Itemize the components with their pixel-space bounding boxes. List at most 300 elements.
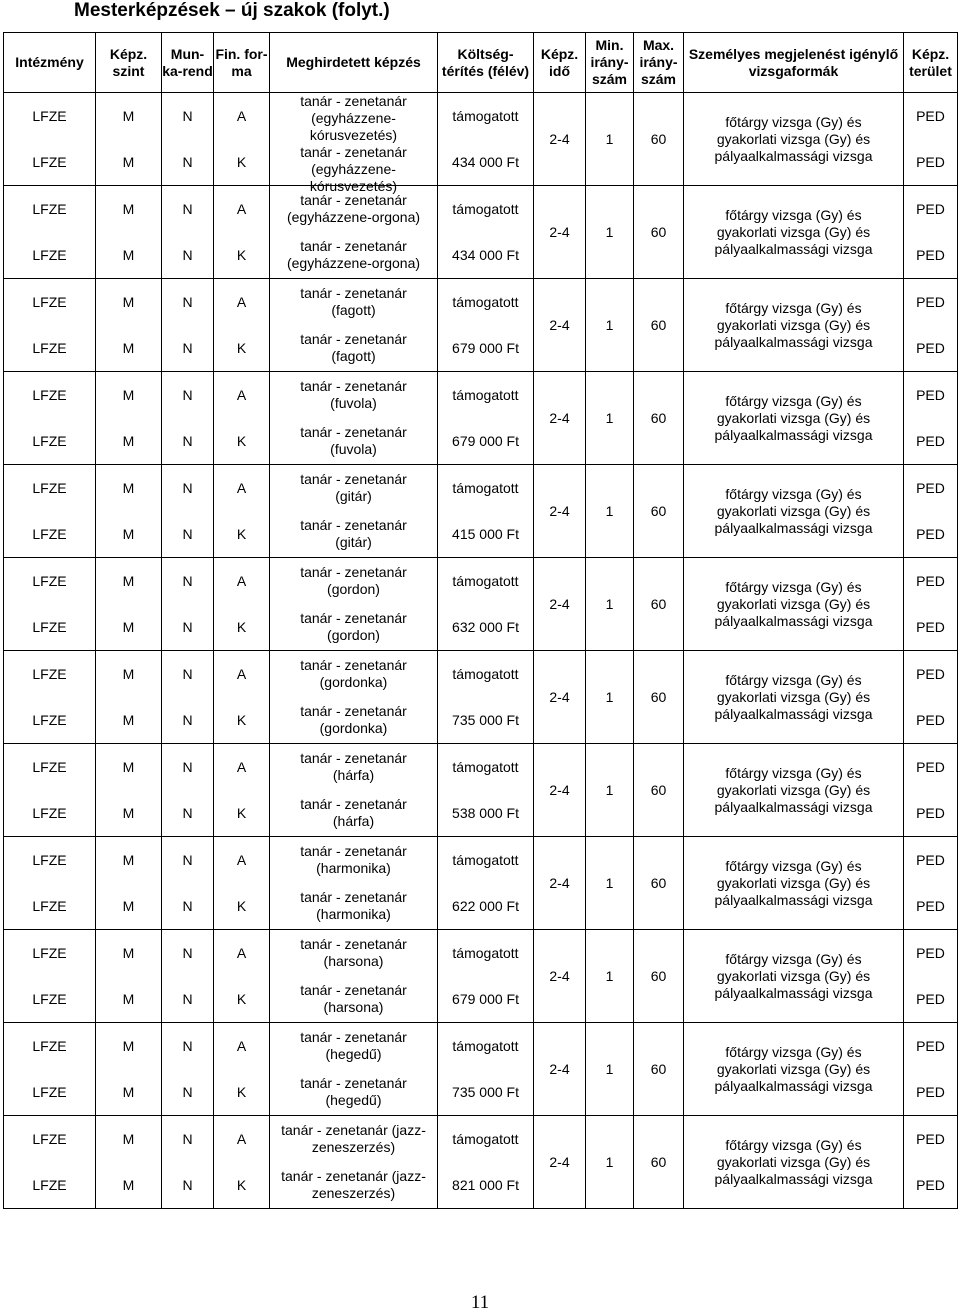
programme-cell — [270, 930, 438, 1023]
exam-line-2: gyakorlati vizsga (Gy) és — [716, 130, 871, 147]
duration-cell: 2-4 — [534, 186, 586, 279]
programme-cell — [270, 93, 438, 194]
funding-cell — [214, 837, 270, 930]
programme-cell — [270, 744, 438, 837]
header-max: Max. irány-szám — [634, 33, 684, 93]
institution-cell — [4, 837, 96, 930]
programme-a: tanár - zenetanár (egyházzene-kórusvezetés) — [300, 93, 407, 143]
programme-k: tanár - zenetanár (harmonika) — [300, 889, 407, 922]
area-cell — [904, 837, 958, 930]
area-a: PED — [916, 665, 945, 682]
schedule-a: N — [182, 665, 193, 682]
exam-line-2: gyakorlati vizsga (Gy) és — [716, 688, 871, 705]
level-a: M — [122, 572, 135, 589]
duration-cell: 2-4 — [534, 558, 586, 651]
level-k: M — [122, 897, 135, 914]
fee-k: 434 000 Ft — [452, 153, 519, 170]
header-fee: Költség-térítés (félév) — [438, 33, 534, 93]
level-a: M — [122, 944, 135, 961]
level-cell — [96, 930, 162, 1023]
schedule-a: N — [182, 386, 193, 403]
programme-a: tanár - zenetanár (hegedű) — [300, 1029, 407, 1062]
funding-a: A — [236, 107, 247, 124]
table-row — [4, 465, 958, 558]
schedule-a: N — [182, 200, 193, 217]
area-a: PED — [916, 479, 945, 496]
fee-a: támogatott — [452, 107, 519, 124]
fee-k: 735 000 Ft — [452, 1083, 519, 1100]
institution-a: LFZE — [32, 665, 67, 682]
funding-a: A — [236, 479, 247, 496]
funding-k: K — [236, 1083, 247, 1100]
institution-a: LFZE — [32, 758, 67, 775]
min-cell: 1 — [586, 930, 634, 1023]
funding-cell — [214, 651, 270, 744]
table-row — [4, 372, 958, 465]
institution-k: LFZE — [32, 1176, 67, 1193]
exams-cell — [684, 930, 904, 1023]
programme-a: tanár - zenetanár (gitár) — [300, 471, 407, 504]
programme-k: tanár - zenetanár (egyházzene-kórusvezetés) — [300, 144, 407, 194]
level-k: M — [122, 804, 135, 821]
header-schedule: Mun-ka-rend — [162, 33, 214, 93]
fee-cell — [438, 930, 534, 1023]
exam-line-1: főtárgy vizsga (Gy) és — [725, 392, 862, 409]
institution-k: LFZE — [32, 432, 67, 449]
institution-a: LFZE — [32, 1130, 67, 1147]
fee-a: támogatott — [452, 665, 519, 682]
area-a: PED — [916, 293, 945, 310]
header-duration: Képz. idő — [534, 33, 586, 93]
exam-line-1: főtárgy vizsga (Gy) és — [725, 206, 862, 223]
programme-k: tanár - zenetanár (gordon) — [300, 610, 407, 643]
fee-cell — [438, 186, 534, 279]
schedule-cell — [162, 930, 214, 1023]
table-row — [4, 930, 958, 1023]
level-k: M — [122, 339, 135, 356]
exams-cell — [684, 279, 904, 372]
programme-cell — [270, 465, 438, 558]
duration-cell: 2-4 — [534, 1116, 586, 1209]
funding-cell — [214, 930, 270, 1023]
funding-cell — [214, 1023, 270, 1116]
table-header-row — [4, 33, 958, 93]
level-a: M — [122, 200, 135, 217]
min-cell: 1 — [586, 1023, 634, 1116]
programme-cell — [270, 837, 438, 930]
min-cell: 1 — [586, 186, 634, 279]
max-cell: 60 — [634, 744, 684, 837]
schedule-cell — [162, 558, 214, 651]
header-programme: Meghirdetett képzés — [270, 33, 438, 93]
exam-line-1: főtárgy vizsga (Gy) és — [725, 1043, 862, 1060]
institution-cell — [4, 465, 96, 558]
institution-cell — [4, 186, 96, 279]
duration-cell: 2-4 — [534, 279, 586, 372]
exam-line-3: pályaalkalmassági vizsga — [714, 1170, 873, 1187]
area-k: PED — [916, 618, 945, 635]
institution-a: LFZE — [32, 1037, 67, 1054]
table-row — [4, 1116, 958, 1209]
funding-cell — [214, 372, 270, 465]
programme-cell — [270, 1116, 438, 1209]
schedule-k: N — [182, 246, 193, 263]
institution-cell — [4, 744, 96, 837]
exams-cell — [684, 744, 904, 837]
schedule-a: N — [182, 293, 193, 310]
schedule-k: N — [182, 525, 193, 542]
exams-cell — [684, 837, 904, 930]
funding-a: A — [236, 1037, 247, 1054]
schedule-k: N — [182, 897, 193, 914]
programme-a: tanár - zenetanár (egyházzene-orgona) — [286, 192, 421, 225]
schedule-cell — [162, 465, 214, 558]
funding-a: A — [236, 758, 247, 775]
institution-k: LFZE — [32, 804, 67, 821]
min-cell: 1 — [586, 837, 634, 930]
programme-k: tanár - zenetanár (gordonka) — [300, 703, 407, 736]
max-cell: 60 — [634, 465, 684, 558]
institution-a: LFZE — [32, 200, 67, 217]
schedule-k: N — [182, 1176, 193, 1193]
fee-a: támogatott — [452, 944, 519, 961]
programme-cell — [270, 372, 438, 465]
schedule-cell — [162, 279, 214, 372]
exams-cell — [684, 465, 904, 558]
exam-line-3: pályaalkalmassági vizsga — [714, 519, 873, 536]
level-cell — [96, 744, 162, 837]
max-cell: 60 — [634, 651, 684, 744]
schedule-cell — [162, 372, 214, 465]
schedule-cell — [162, 1023, 214, 1116]
exams-cell — [684, 1023, 904, 1116]
programme-cell — [270, 558, 438, 651]
fee-cell — [438, 372, 534, 465]
fee-k: 679 000 Ft — [452, 339, 519, 356]
area-cell — [904, 744, 958, 837]
exams-cell — [684, 1116, 904, 1209]
area-a: PED — [916, 944, 945, 961]
max-cell: 60 — [634, 93, 684, 186]
fee-cell — [438, 465, 534, 558]
institution-cell — [4, 93, 96, 186]
institution-a: LFZE — [32, 851, 67, 868]
funding-k: K — [236, 990, 247, 1007]
funding-cell — [214, 558, 270, 651]
programme-a: tanár - zenetanár (gordon) — [300, 564, 407, 597]
funding-cell — [214, 465, 270, 558]
fee-cell — [438, 558, 534, 651]
max-cell: 60 — [634, 930, 684, 1023]
funding-k: K — [236, 432, 247, 449]
table-row — [4, 93, 958, 186]
funding-a: A — [236, 386, 247, 403]
fee-a: támogatott — [452, 1130, 519, 1147]
max-cell: 60 — [634, 558, 684, 651]
header-funding: Fin. for-ma — [214, 33, 270, 93]
exam-line-3: pályaalkalmassági vizsga — [714, 984, 873, 1001]
level-a: M — [122, 1037, 135, 1054]
institution-k: LFZE — [32, 153, 67, 170]
fee-k: 538 000 Ft — [452, 804, 519, 821]
funding-cell — [214, 1116, 270, 1209]
max-cell: 60 — [634, 279, 684, 372]
level-a: M — [122, 479, 135, 496]
min-cell: 1 — [586, 558, 634, 651]
programme-k: tanár - zenetanár (jazz-zeneszerzés) — [281, 1168, 426, 1201]
funding-k: K — [236, 525, 247, 542]
min-cell: 1 — [586, 465, 634, 558]
programme-a: tanár - zenetanár (gordonka) — [300, 657, 407, 690]
exam-line-3: pályaalkalmassági vizsga — [714, 891, 873, 908]
exam-line-2: gyakorlati vizsga (Gy) és — [716, 1060, 871, 1077]
funding-a: A — [236, 944, 247, 961]
institution-k: LFZE — [32, 897, 67, 914]
schedule-a: N — [182, 479, 193, 496]
programme-cell — [270, 1023, 438, 1116]
max-cell: 60 — [634, 837, 684, 930]
programme-k: tanár - zenetanár (hegedű) — [300, 1075, 407, 1108]
fee-k: 622 000 Ft — [452, 897, 519, 914]
funding-k: K — [236, 618, 247, 635]
area-cell — [904, 279, 958, 372]
area-k: PED — [916, 432, 945, 449]
exam-line-1: főtárgy vizsga (Gy) és — [725, 485, 862, 502]
programme-a: tanár - zenetanár (jazz-zeneszerzés) — [281, 1122, 426, 1155]
funding-cell — [214, 93, 270, 186]
programme-a: tanár - zenetanár (fuvola) — [300, 378, 407, 411]
header-area: Képz. terület — [904, 33, 958, 93]
table-body — [4, 93, 958, 1209]
level-k: M — [122, 153, 135, 170]
level-k: M — [122, 1083, 135, 1100]
institution-k: LFZE — [32, 339, 67, 356]
programme-cell — [270, 651, 438, 744]
schedule-a: N — [182, 1130, 193, 1147]
funding-cell — [214, 744, 270, 837]
programme-a: tanár - zenetanár (fagott) — [300, 285, 407, 318]
header-min: Min. irány-szám — [586, 33, 634, 93]
programme-k: tanár - zenetanár (fagott) — [300, 331, 407, 364]
institution-k: LFZE — [32, 525, 67, 542]
exam-line-2: gyakorlati vizsga (Gy) és — [716, 967, 871, 984]
exams-cell — [684, 558, 904, 651]
area-a: PED — [916, 1037, 945, 1054]
duration-cell: 2-4 — [534, 930, 586, 1023]
institution-k: LFZE — [32, 711, 67, 728]
institution-k: LFZE — [32, 246, 67, 263]
programme-k: tanár - zenetanár (gitár) — [300, 517, 407, 550]
max-cell: 60 — [634, 1023, 684, 1116]
funding-a: A — [236, 851, 247, 868]
funding-k: K — [236, 246, 247, 263]
fee-a: támogatott — [452, 386, 519, 403]
schedule-a: N — [182, 758, 193, 775]
area-a: PED — [916, 758, 945, 775]
fee-a: támogatott — [452, 851, 519, 868]
institution-a: LFZE — [32, 572, 67, 589]
table-row — [4, 1023, 958, 1116]
area-cell — [904, 1116, 958, 1209]
exam-line-1: főtárgy vizsga (Gy) és — [725, 299, 862, 316]
table-row — [4, 651, 958, 744]
fee-cell — [438, 651, 534, 744]
funding-k: K — [236, 153, 247, 170]
schedule-k: N — [182, 339, 193, 356]
area-cell — [904, 93, 958, 186]
exam-line-3: pályaalkalmassági vizsga — [714, 333, 873, 350]
programme-cell — [270, 279, 438, 372]
schedule-k: N — [182, 153, 193, 170]
level-k: M — [122, 246, 135, 263]
schedule-cell — [162, 93, 214, 186]
min-cell: 1 — [586, 744, 634, 837]
schedule-k: N — [182, 804, 193, 821]
level-k: M — [122, 432, 135, 449]
fee-cell — [438, 1116, 534, 1209]
level-a: M — [122, 758, 135, 775]
exam-line-2: gyakorlati vizsga (Gy) és — [716, 223, 871, 240]
area-k: PED — [916, 525, 945, 542]
exam-line-2: gyakorlati vizsga (Gy) és — [716, 781, 871, 798]
level-cell — [96, 558, 162, 651]
exams-cell — [684, 651, 904, 744]
programme-a: tanár - zenetanár (harsona) — [300, 936, 407, 969]
schedule-cell — [162, 744, 214, 837]
fee-k: 821 000 Ft — [452, 1176, 519, 1193]
exam-line-1: főtárgy vizsga (Gy) és — [725, 113, 862, 130]
exam-line-3: pályaalkalmassági vizsga — [714, 612, 873, 629]
exam-line-3: pályaalkalmassági vizsga — [714, 705, 873, 722]
funding-k: K — [236, 897, 247, 914]
level-cell — [96, 651, 162, 744]
fee-k: 632 000 Ft — [452, 618, 519, 635]
level-k: M — [122, 525, 135, 542]
level-a: M — [122, 293, 135, 310]
institution-a: LFZE — [32, 293, 67, 310]
schedule-a: N — [182, 944, 193, 961]
programme-k: tanár - zenetanár (harsona) — [300, 982, 407, 1015]
min-cell: 1 — [586, 651, 634, 744]
level-a: M — [122, 665, 135, 682]
exam-line-1: főtárgy vizsga (Gy) és — [725, 950, 862, 967]
page-title: Mesterképzések – új szakok (folyt.) — [74, 0, 390, 21]
area-a: PED — [916, 1130, 945, 1147]
schedule-a: N — [182, 851, 193, 868]
funding-a: A — [236, 200, 247, 217]
area-k: PED — [916, 153, 945, 170]
max-cell: 60 — [634, 372, 684, 465]
fee-cell — [438, 744, 534, 837]
funding-a: A — [236, 665, 247, 682]
fee-a: támogatott — [452, 1037, 519, 1054]
funding-k: K — [236, 1176, 247, 1193]
programme-k: tanár - zenetanár (fuvola) — [300, 424, 407, 457]
exams-cell — [684, 372, 904, 465]
area-cell — [904, 1023, 958, 1116]
fee-k: 679 000 Ft — [452, 432, 519, 449]
page-number: 11 — [470, 1292, 490, 1313]
exam-line-2: gyakorlati vizsga (Gy) és — [716, 595, 871, 612]
duration-cell: 2-4 — [534, 837, 586, 930]
exam-line-3: pályaalkalmassági vizsga — [714, 1077, 873, 1094]
schedule-a: N — [182, 572, 193, 589]
institution-k: LFZE — [32, 990, 67, 1007]
schedule-k: N — [182, 1083, 193, 1100]
area-k: PED — [916, 897, 945, 914]
exams-cell — [684, 186, 904, 279]
level-cell — [96, 1116, 162, 1209]
level-cell — [96, 837, 162, 930]
level-cell — [96, 93, 162, 186]
exam-line-1: főtárgy vizsga (Gy) és — [725, 578, 862, 595]
exam-line-3: pályaalkalmassági vizsga — [714, 147, 873, 164]
area-k: PED — [916, 246, 945, 263]
table-row — [4, 837, 958, 930]
programme-table — [3, 32, 958, 1209]
table-row — [4, 558, 958, 651]
level-k: M — [122, 990, 135, 1007]
exam-line-1: főtárgy vizsga (Gy) és — [725, 857, 862, 874]
level-k: M — [122, 711, 135, 728]
funding-cell — [214, 186, 270, 279]
area-cell — [904, 651, 958, 744]
area-k: PED — [916, 804, 945, 821]
exam-line-2: gyakorlati vizsga (Gy) és — [716, 409, 871, 426]
level-cell — [96, 186, 162, 279]
fee-cell — [438, 837, 534, 930]
header-exams: Személyes megjelenést igénylő vizsgaformák — [684, 33, 904, 93]
schedule-a: N — [182, 1037, 193, 1054]
area-cell — [904, 465, 958, 558]
institution-a: LFZE — [32, 944, 67, 961]
duration-cell: 2-4 — [534, 93, 586, 186]
duration-cell: 2-4 — [534, 1023, 586, 1116]
area-a: PED — [916, 851, 945, 868]
programme-a: tanár - zenetanár (harmonika) — [300, 843, 407, 876]
area-k: PED — [916, 711, 945, 728]
programme-a: tanár - zenetanár (hárfa) — [300, 750, 407, 783]
area-k: PED — [916, 1083, 945, 1100]
level-a: M — [122, 1130, 135, 1147]
funding-a: A — [236, 293, 247, 310]
fee-k: 415 000 Ft — [452, 525, 519, 542]
level-cell — [96, 279, 162, 372]
schedule-k: N — [182, 711, 193, 728]
fee-k: 434 000 Ft — [452, 246, 519, 263]
area-a: PED — [916, 107, 945, 124]
exam-line-2: gyakorlati vizsga (Gy) és — [716, 874, 871, 891]
institution-a: LFZE — [32, 479, 67, 496]
funding-cell — [214, 279, 270, 372]
fee-a: támogatott — [452, 293, 519, 310]
schedule-a: N — [182, 107, 193, 124]
level-cell — [96, 372, 162, 465]
min-cell: 1 — [586, 279, 634, 372]
exam-line-2: gyakorlati vizsga (Gy) és — [716, 1153, 871, 1170]
institution-cell — [4, 930, 96, 1023]
area-cell — [904, 372, 958, 465]
min-cell: 1 — [586, 372, 634, 465]
exam-line-1: főtárgy vizsga (Gy) és — [725, 764, 862, 781]
level-a: M — [122, 386, 135, 403]
area-a: PED — [916, 200, 945, 217]
level-k: M — [122, 618, 135, 635]
area-a: PED — [916, 386, 945, 403]
exam-line-3: pályaalkalmassági vizsga — [714, 240, 873, 257]
table-row — [4, 186, 958, 279]
exams-cell — [684, 93, 904, 186]
